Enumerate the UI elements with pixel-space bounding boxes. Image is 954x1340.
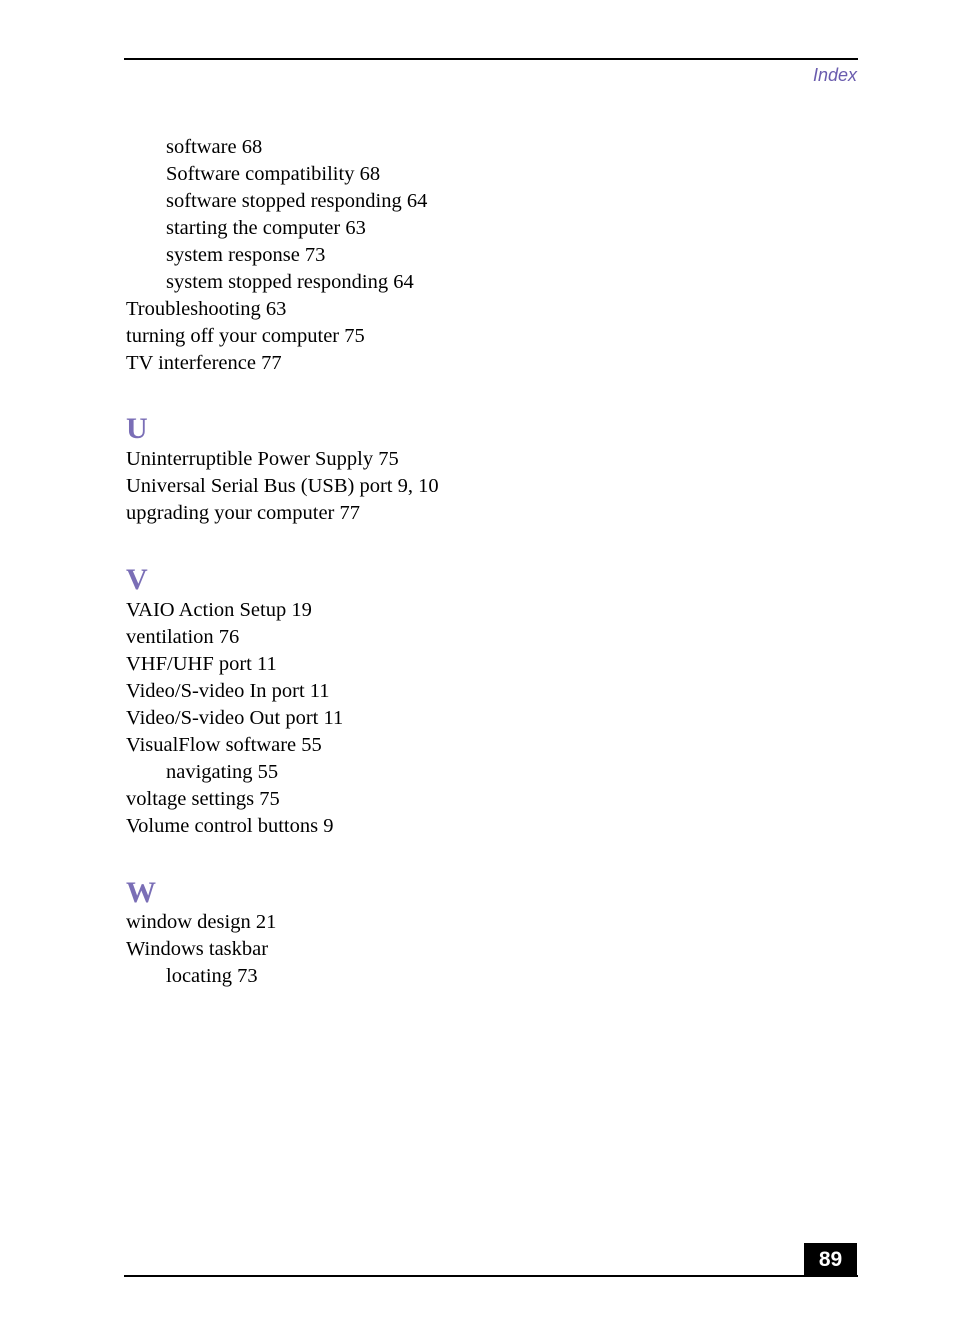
index-entry: VAIO Action Setup 19 [126, 599, 312, 621]
index-entry-list [126, 446, 826, 527]
index-entry-list [126, 909, 826, 990]
page-number: 89 [804, 1243, 857, 1276]
index-entry: upgrading your computer 77 [126, 502, 360, 524]
index-entry-list [126, 134, 826, 377]
index-section-w [126, 874, 826, 990]
index-entry: VisualFlow software 55 [126, 734, 322, 756]
header-rule [124, 58, 858, 60]
running-head: Index [812, 65, 857, 85]
section-spacer [126, 840, 826, 874]
section-letter: U [126, 412, 148, 445]
index-entry-list [126, 597, 826, 840]
footer-rule [124, 1275, 858, 1277]
index-entry: system stopped responding 64 [166, 271, 414, 293]
index-entry: Uninterruptible Power Supply 75 [126, 448, 399, 470]
section-letter: V [126, 563, 148, 596]
index-entry: Software compatibility 68 [166, 163, 381, 185]
index-entry: VHF/UHF port 11 [126, 653, 277, 675]
index-entry: Universal Serial Bus (USB) port 9, 10 [126, 475, 439, 497]
index-entry: Windows taskbar [126, 938, 269, 960]
index-section-continued [126, 134, 826, 377]
index-entry: system response 73 [166, 244, 326, 266]
index-entry: navigating 55 [166, 761, 279, 783]
index-entry: Video/S-video In port 11 [126, 680, 330, 702]
index-entry: locating 73 [166, 965, 258, 987]
index-content [126, 134, 826, 990]
index-entry: ventilation 76 [126, 626, 240, 648]
index-entry: software 68 [166, 136, 263, 158]
index-section-v [126, 561, 826, 840]
index-entry: TV interference 77 [126, 352, 282, 374]
index-entry: Volume control buttons 9 [126, 815, 334, 837]
index-entry: starting the computer 63 [166, 217, 366, 239]
index-entry: window design 21 [126, 911, 277, 933]
section-letter: W [126, 876, 156, 909]
index-entry: Troubleshooting 63 [126, 298, 287, 320]
index-entry: voltage settings 75 [126, 788, 280, 810]
section-spacer [126, 527, 826, 561]
index-section-u [126, 410, 826, 527]
index-entry: turning off your computer 75 [126, 325, 365, 347]
index-entry: Video/S-video Out port 11 [126, 707, 344, 729]
section-spacer [126, 377, 826, 410]
index-entry: software stopped responding 64 [166, 190, 428, 212]
